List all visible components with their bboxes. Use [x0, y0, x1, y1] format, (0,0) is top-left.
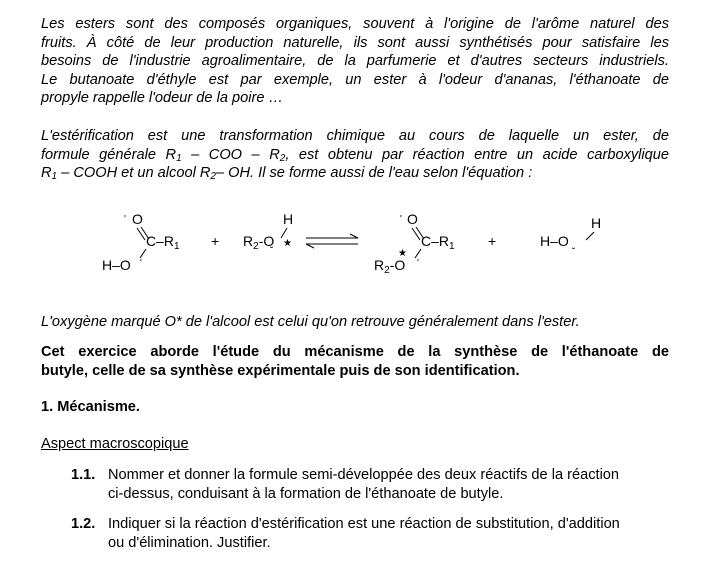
intro-line: fruits. À côté de leur production naturelle, ils sont aussi synthétisés pour satisfaire les — [41, 34, 669, 51]
plus-sign: + — [488, 233, 497, 249]
question-text: Indiquer si la réaction d'estérification est une réaction de substitution, d'addition ou d'élimination. Justifier. — [108, 516, 620, 551]
intro-line: Le butanoate d'éthyle est par exemple, un ester à l'odeur d'ananas, l'éthanoate de — [41, 71, 669, 88]
question-number: 1.2. — [71, 516, 96, 532]
svg-text:': ' — [400, 214, 402, 225]
water-h-o: H–O — [540, 233, 569, 249]
alcohol-molecule — [243, 211, 293, 257]
subsection-heading: Aspect macroscopique — [41, 436, 189, 452]
equilibrium-arrows — [306, 234, 358, 248]
ester-molecule — [374, 211, 455, 276]
plus-sign: + — [211, 233, 220, 249]
svg-text:': ' — [124, 214, 126, 225]
ester-r2-o: $R_2-O$ — [374, 257, 406, 276]
intro-line: Les esters sont des composés organiques, souvent à l'origine de l'arôme naturel des — [41, 16, 669, 32]
acid-molecule — [102, 211, 180, 273]
acid-carbon-r1: $C-R_1$ — [146, 233, 180, 252]
question-number: 1.1. — [71, 467, 96, 483]
alcohol-hydrogen: H — [283, 211, 294, 227]
question-1-1 — [71, 466, 671, 506]
ester-carbonyl-oxygen: O — [407, 211, 418, 227]
intro-line: besoins de l'industrie agroalimentaire, de la parfumerie et d'autres secteurs industriels. — [41, 53, 669, 70]
esterification-line: $R_1$ – COOH et un alcool $R_2-$ OH. Il se forme aussi de l'eau selon l'équation : — [41, 165, 533, 183]
exercise-aim: Cet exercice aborde l'étude du mécanisme de la synthèse de l'éthanoate de butyle, celle de sa synthèse expérimentale puis de son identification. — [41, 344, 669, 379]
esterification-line: L'estérification est une transformation chimique au cours de laquelle un ester, de — [41, 128, 669, 144]
esterification-paragraph — [41, 127, 669, 183]
intro-line: propyle rappelle l'odeur de la poire … — [41, 90, 284, 107]
acid-carbonyl-oxygen: O — [132, 211, 143, 227]
ester-carbon-r1: $C-R_1$ — [421, 233, 455, 252]
question-text: Nommer et donner la formule semi-développée des deux réactifs de la réaction ci-dessus, conduisant à la formation de l'éthanoate de butyle. — [108, 467, 620, 502]
svg-text:˘: ˘ — [572, 247, 576, 258]
esterification-line: formule générale $R_1$ – COO – $R_2$, est obtenu par réaction entre un acide carboxylique — [41, 146, 669, 164]
question-1-2 — [71, 515, 671, 555]
reaction-equation — [0, 200, 717, 282]
svg-text:': ' — [140, 258, 142, 269]
star-marker: ★ — [283, 238, 292, 249]
oxygen-note: L'oxygène marqué O* de l'alcool est celui qu'on retrouve généralement dans l'ester. — [41, 314, 580, 330]
svg-text:': ' — [417, 258, 419, 269]
water-hydrogen: H — [591, 215, 602, 231]
alcohol-r2-o: $R_2-O$ — [243, 233, 275, 252]
ester-star-marker: ★ — [398, 248, 407, 259]
svg-text:˘: ˘ — [270, 246, 274, 257]
water-molecule — [540, 215, 601, 258]
section-heading: 1. Mécanisme. — [41, 399, 140, 415]
intro-paragraph — [41, 15, 669, 108]
acid-hydroxyl: H–O — [102, 257, 131, 273]
